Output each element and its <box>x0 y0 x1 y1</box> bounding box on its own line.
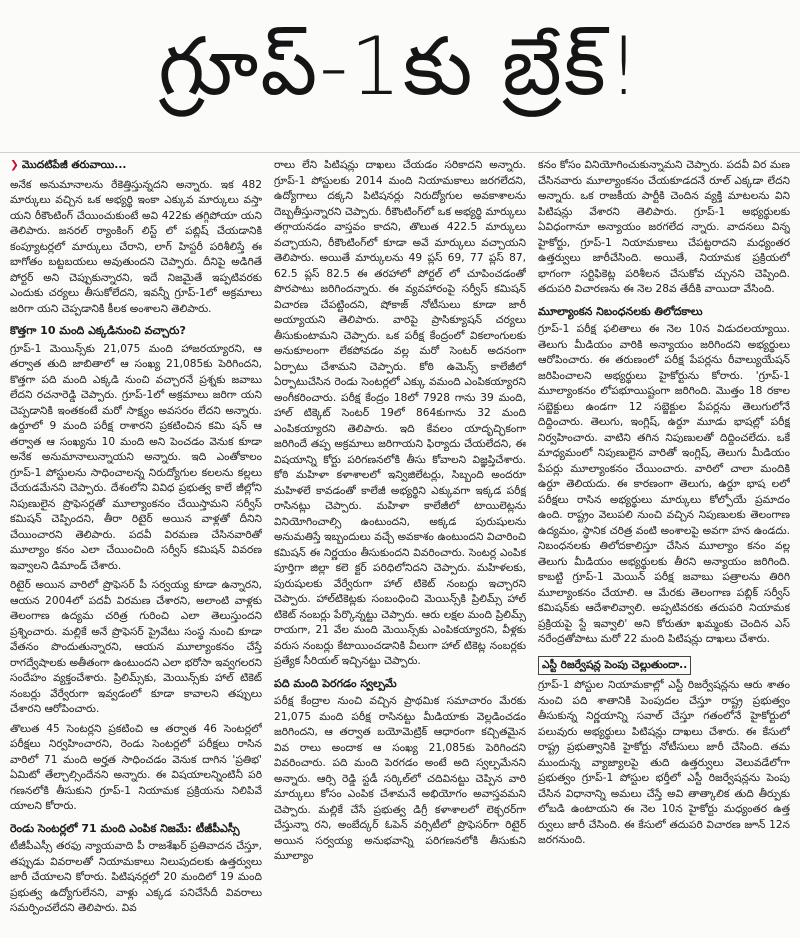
subheading: మూల్యాంకన నిబంధనలకు తిలోదకాలు <box>538 304 703 318</box>
paragraph: గ్రూప్-1 పోస్టుల నియామకాల్లో ఎస్టీ రిజర్వేషన్లను ఆరు శాతం నుంచి పది శాతానికి పెంపుదల చేస్తూ రాష్ట్ర ప్రభుత్వం తీసుకున్న నిర్ణయాన్ని సవాల్ చేస్తూ గతంలోనే హైకోర్టులో పలువురు అభ్యర్థులు పిటిషన్లు దాఖలు చేశారు. ఈ కేసులో రాష్ట్ర ప్రభుత్వానికి హైకోర్టు నోటీసులు జారీ చేసింది. తమ ముందున్న వ్యాజ్యాలపై తుది ఉత్తర్వులు వెలువడేలోగా ప్రభుత్వం గ్రూప్-1 పోస్టుల భర్తీలో ఎస్టీ రిజర్వేషన్లను పెంపు చేసిన విధానాన్ని అమలు చేస్తే అవి తాత్కాలిక తుది తీర్పుకు లోబడి ఉంటాయని ఈ నెల 10న హైకోర్టు మధ్యంతర ఉత్త ర్వులు జారీ చేసింది. ఈ కేసులో తదుపరి విచారణ జూన్ 12న జరగనుంది. <box>538 679 790 846</box>
paragraph: గ్రూప్-1 మెయిన్స్‌కు 21,075 మంది హాజరయ్యారని, ఆ తర్వాత తుది జాబితాలో ఆ సంఖ్య 21,085కు పెరిగిందని, కొత్తగా పది మంది ఎక్కడి నుంచి వచ్చారనే ప్రశ్నకు జవాబు లేదని రచనారెడ్డి చెప్పారు. గ్రూప్-1లో అక్రమాలు జరిగా యని చెప్పడానికి ఇంతకంటే మరో సాక్ష్యం అవసరం లేదని అన్నారు. ఉర్దూలో 9 మంది పరీక్ష రాశారని ప్రకటించిన కమి షన్ ఆ తర్వాత ఆ సంఖ్యను 10 మంది అని పెంచడం వెనుక కూడా అనేక అనుమానాలున్నాయని అన్నారు. ఇది ఎంతోకాలం గ్రూప్-1 పోస్టులను సాధించాలన్న నిరుద్యోగుల కలలను కల్లలు చేయడమేనని చెప్పారు. దేశంలోని వివిధ ప్రభుత్వ కాలే జీల్లోని నిపుణులైన ప్రొఫెసర్లతో మూల్యాంకనం చేయిస్తామని సర్వీస్ కమిషన్ చెప్పిందని, తీరా రిటైర్ అయిన వాళ్లతో దీనిని చేయించారని తెలిపారు. పదవీ విరమణ చేసినవారితో మూల్యాం కనం ఎలా చేయించింది సర్వీస్ కమిషన్ వివరణ ఇవ్వాలని డిమాండ్ చేశారు. <box>10 342 262 572</box>
paragraph: తొలుత 45 సెంటర్లని ప్రకటించి ఆ తర్వాత 46 సెంటర్లలో పరీక్షలు నిర్వహించారని, రెండు సెంటర్లలో పరీక్షలు రాసిన వారిలో 71 మంది అర్హత సాధించడం వెనుక దాగిన 'ప్రతిభ' ఏమిటో తేల్చాల్సిందేనని అన్నారు. ఈ విషయాలన్నింటినీ పరి గణనలోకి తీసుకుని గ్రూప్-1 నియామక ప్రక్రియను నిలిపివే యాలని కోరారు. <box>10 722 262 812</box>
arrow-icon: ❯ <box>10 159 19 171</box>
paragraph: అనేక అనుమానాలను రేకెత్తిస్తున్నదని అన్నారు. ఇక 482 మార్కులు వచ్చిన ఒక అభ్యర్థి ఇంకా ఎక్కువ మార్కులు వస్తా యని రీకౌంటింగ్ చేయించుకుంటే అవి 422కు తగ్గిపోయా యని తెలిపారు. జనరల్ ర్యాంకింగ్ లిస్ట్ లో పబ్లిష్ చేయడానికి కంప్యూటర్లలో మార్కులు చేరాని, లాగ్ హిస్టరీ పరిశీలిస్తే ఈ బాగోతం బట్టబయలు అవుతుందని చెప్పారు. దీనిపై అడిగితే పోర్టర్ అని చెప్పుకున్నారని, ఇదే నిజమైతే ఇప్పటివరకు ఎందుకు చర్యలు తీసుకోలేదని, ఇవన్నీ గ్రూప్-1లో అక్రమాలు జరిగా యని చెప్పడానికి కీలక అంశాలని తెలిపారు. <box>10 178 262 315</box>
subheading: కొత్తగా 10 మంది ఎక్కడినుంచి వచ్చారు? <box>10 324 186 337</box>
kicker <box>10 158 262 174</box>
subheading: రెండు సెంటర్లలో 71 మంది ఎంపిక నిజమే: టీజీపీఎస్సీ <box>10 821 240 835</box>
subheading: పది మంది పెరగడం స్వల్పమే <box>274 676 397 690</box>
column-2 <box>274 158 526 934</box>
paragraph: రిటైర్ అయిన వారిలో ప్రొఫెసర్ పీ సర్వయ్య కూడా ఉన్నారని, ఆయన 2004లో పదవీ విరమణ చేశారని, అలాంటి వాళ్లకు తెలంగాణ ఉద్యమ చరిత్ర గురించి ఎలా తెలుస్తుందని ప్రశ్నించారు. మల్లికే అనే ప్రొఫెసర్ ప్రైవేటు సంస్థ నుంచి కూడా వేతనం పొందుతున్నారని, ఆయన మూల్యాంకనం చేస్తే రాగద్వేషాలకు అతీతంగా ఉంటుందని ఎలా భరోసా ఇవ్వగలరని సందేహం వ్యక్తంచేశారు. ప్రిలిమ్స్‌కు, మెయిన్స్‌కు హాల్ టికెట్ నంబర్లు వేర్వేరుగా ఇవ్వడంలో కూడా కావాలని తప్పులు చేశారని ఆరోపించారు. <box>10 579 262 715</box>
paragraph: రాలు లేని పిటిషన్లు దాఖలు చేయడం సరికాదని అన్నారు. గ్రూప్-1 పోస్టులకు 2014 మంది నియామకాలు జరగలేదని, ఉద్యోగాలు దక్కని పిటిషనర్లు నిరుద్యోగుల అవకాశాలను దెబ్బతీస్తున్నారని చెప్పారు. రీకౌంటింగ్‌లో ఒక అభ్యర్థి మార్కులు తగ్గాయనడం వాస్తవం కాదని, తొలుత 422.5 మార్కులు వచ్చాయని, రీకౌంటింగ్‌లో కూడా అవే మార్కులు వచ్చాయని తెలిపారు. అయితే మార్కులను 49 ప్లస్ 69, 77 ప్లస్ 87, 62.5 ప్లస్ 82.5 ఈ తరహాలో పోర్టల్ లో చూపించడంతో పొరపాటు జరిగిందన్నారు. ఈ వ్యవహారంపై సర్వీస్ కమిషన్ విచారణ చేపట్టిందని, షోకాజ్ నోటీసులు కూడా జారీ అయ్యాయని తెలిపారు. వారిపై ప్రాసిక్యూషన్ చర్యలు తీసుకుంటామని చెప్పారు. ఒక పరీక్ష కేంద్రంలో వికలాంగులకు అనుకూలంగా లేకపోవడం వల్ల మరో సెంటర్ అదనంగా ఏర్పాటు చేశామని చెప్పారు. కోఠి ఉమెన్స్ కాలేజీలో ఏర్పాటుచేసిన రెండు సెంటర్లలో ఎక్కు వమంది ఎంపికయ్యారని అంగీకరించారు. పరీక్ష కేంద్రం 18లో 7928 గాను 39 మంది, హాల్ టిక్కెట్ సెంటర్ 19లో 864కుగాను 32 మంది ఎంపికయ్యారని తెలిపారు. ఇది కేవలం యాదృచ్ఛికంగా జరిగిందే తప్ప అక్రమాలు జరిగాయని ఫిర్యాదు చేయలేదని, ఈ విషయాన్ని కోర్టు పరిగణనలోకి తీసు కోవాలని విజ్ఞప్తిచేశారు. కోఠి మహిళా కళాశాలలో ఇన్విజిలేటర్లు, సిబ్బంది అందరూ మహిళలే కావడంతో కాలేజీ అభ్యర్థిని ఎక్కువగా ఇక్కడ పరీక్ష రాసినట్లు చెప్పారు. మహిళా కాలేజీలో టాయిలెట్లను వినియోగించాల్సి ఉంటుందని, అక్కడ పురుషులను అనుమతిస్తే ఇబ్బందులు వచ్చే అవకాశం ఉంటుందని విచారించి కమిషన్ ఈ నిర్ణయం తీసుకుందని వివరించారు. సెంటర్ల ఎంపిక పూర్తిగా జిల్లా కలె క్టర్ పరిధిలోనిదని చెప్పారు. మహిళలకు, పురుషులకు వేర్వేరుగా హాల్ టికెట్ నంబర్లు ఇచ్చారని చెప్పారు. హాల్‌టికెట్లకు సంబంధించి మెయిన్స్‌కి ప్రిలిమ్స్‌ హాల్ టికెట్ నంబర్లు పేర్కొన్నట్టు చెప్పారు. ఆరు లక్షల మంది ప్రిలిమ్స్‌ రాయగా, 21 వేల మంది మెయిన్స్‌కు ఎంపికయ్యారని, వీళ్లకు వరుస నంబర్లు కేటాయించడానికి వీలుగా హాల్ టికెట్ల నంబర్లకు ప్రత్యేక సీరియల్ ఇచ్చినట్టు చెప్పారు. <box>274 159 526 667</box>
column-3 <box>538 158 790 934</box>
article-body <box>10 158 790 934</box>
headline: గ్రూప్-1కు బ్రేక్! <box>0 0 800 153</box>
paragraph: టీజీపీఎస్సీ తరఫు న్యాయవాది పీ రాజశేఖర్ ప్రతివాదన చేస్తూ, తప్పుడు వివరాలతో నియామకాలు నిలుపుదలకు ఉత్తర్వులు జారీ చేయాలని కోరారు. పిటిషనర్లలో 20 మందిలో 19 మంది ప్రభుత్వ ఉద్యోగులేనని, వాళ్లు ఎక్కడ పనిచేసేదీ వివరాలు సమర్పించలేదని తెలిపారు. వివ <box>10 840 262 914</box>
paragraph: కనం కోసం వినియోగించుకున్నామని చెప్పారు. పదవీ విర మణ చేసినవారు మూల్యాంకనం చేయకూడదనే రూల్ ఎక్కడా లేదని అన్నారు. ఒక రాజకీయ పార్టీకి చెందిన వ్యక్తి మాటలను విని పిటిషన్లు వేశారని తెలిపారు. గ్రూప్-1 అభ్యర్థులకు ఏవిధంగానూ అన్యాయం జరగలేద న్నారు. వాదనలు విన్న హైకోర్టు, గ్రూప్-1 నియామకాలు చేపట్టరాదని మధ్యంతర ఉత్తర్వులు జారీచేసింది. అయితే, నియామక ప్రక్రియలో భాగంగా సర్టిఫికెట్ల పరిశీలన చేసుకోవ చ్చునని చెప్పింది. తదుపరి విచారణను ఈ నెల 28వ తేదీకి వాయిదా వేసింది. <box>538 159 790 295</box>
paragraph: గ్రూప్-1 పరీక్ష ఫలితాలు ఈ నెల 10న విడుదలయ్యాయి. తెలుగు మీడియం వారికి అన్యాయం జరిగిందని అభ్యర్థులు ఆరోపించారు. ఈ తరుణంలో పరీక్ష పేపర్లను రీవాల్యుయేషన్ జరిపించాలని అభ్యర్థులు హైకోర్టును కోరారు. 'గ్రూప్-1 మూల్యాంకనం లోపభూయిష్టంగా జరిగింది. మొత్తం 18 రకాల సబ్జెక్టులు ఉండగా 12 సబ్జెక్టుల పేపర్లను తెలుగులోనే దిద్దించారు. తెలుగు, ఇంగ్లిష్, ఉర్దూ మూడు భాషల్లో పరీక్ష నిర్వహించారు. వాటిని తగిన నిపుణులతో దిద్దించలేదు. ఒకే మాధ్యమంలో నిపుణులైన వారితో ఇంగ్లిష్, తెలుగు మీడియం పేపర్లు మూల్యాంకనం చేయించారు. వారిలో చాలా మందికి ఉర్దూ తెలియదు. ఈ కారణంగా తెలుగు, ఉర్దూ భాష లలో పరీక్షలు రాసిన అభ్యర్థులు మార్కులు కోల్పోయే ప్రమాదం ఉంది. రాష్ట్రం వెలుపలి నుంచి వచ్చిన నిపుణులకు తెలంగాణ ఉద్యమం, స్థానిక చరిత్ర వంటి అంశాలపై అవగా హన ఉండదు. నిబంధనలకు తిలోదకాలిస్తూ చేసిన మూల్యాం కనం వల్ల తెలుగు మీడియం అభ్యర్థులకు తీరని అన్యాయం జరిగింది. కాబట్టి గ్రూప్-1 మెయిన్ పరీక్ష జవాబు పత్రాలను తిరిగి మూల్యాంకనం చేయాలి. ఆ మేరకు తెలంగాణ పబ్లిక్ సర్వీస్ కమిషన్‌కు ఆదేశాలివ్వాలి. అప్పటివరకు తదుపరి నియామక ప్రక్రియపై స్టే ఇవ్వాలి' అని కోరుతూ ఖమ్మంకు చెందిన ఎస్ నరేంద్రతోపాటు మరో 22 మంది పిటిషన్లు దాఖలు చేశారు. <box>538 323 790 645</box>
column-1 <box>10 158 262 934</box>
subheading-boxed: ఎస్టీ రిజర్వేషన్ల పెంపు చెల్లుతుందా.. <box>538 656 691 676</box>
paragraph: పరీక్ష కేంద్రాల నుంచి వచ్చిన ప్రాథమిక సమాచారం మేరకు 21,075 మంది పరీక్ష రాసినట్టు మీడియాకు వెల్లడించడం జరిగిందని, ఆ తర్వాత బయోమెట్రిక్ ఆధారంగా కచ్చితమైన వివ రాలు అందాక ఆ సంఖ్య 21,085కు పెరిగిందని వివరించారు. పది మంది పెరగడం అంటే అది స్వల్పమేనని అన్నారు. ఆర్సి రెడ్డి స్టడీ సర్కిల్‌లో చదివినట్టు చెప్పిన వారి మార్కులు కోసం ఎంపిక చేశామనే అభియోగం అవాస్తవమని చెప్పారు. మల్లికే చేసే ప్రభుత్వ డిగ్రీ కళాశాలలో లెక్చరర్‌గా చేస్తున్నా రని, అంబేద్కర్ ఓపెన్ వర్సిటీలో ప్రొఫెసర్‌గా రిటైర్ అయిన సర్వయ్య అనుభవాన్ని పరిగణనలోకి తీసుకుని మూల్యాం <box>274 695 526 862</box>
kicker-text: మొదటిపేజీ తరువాయి... <box>21 159 127 171</box>
